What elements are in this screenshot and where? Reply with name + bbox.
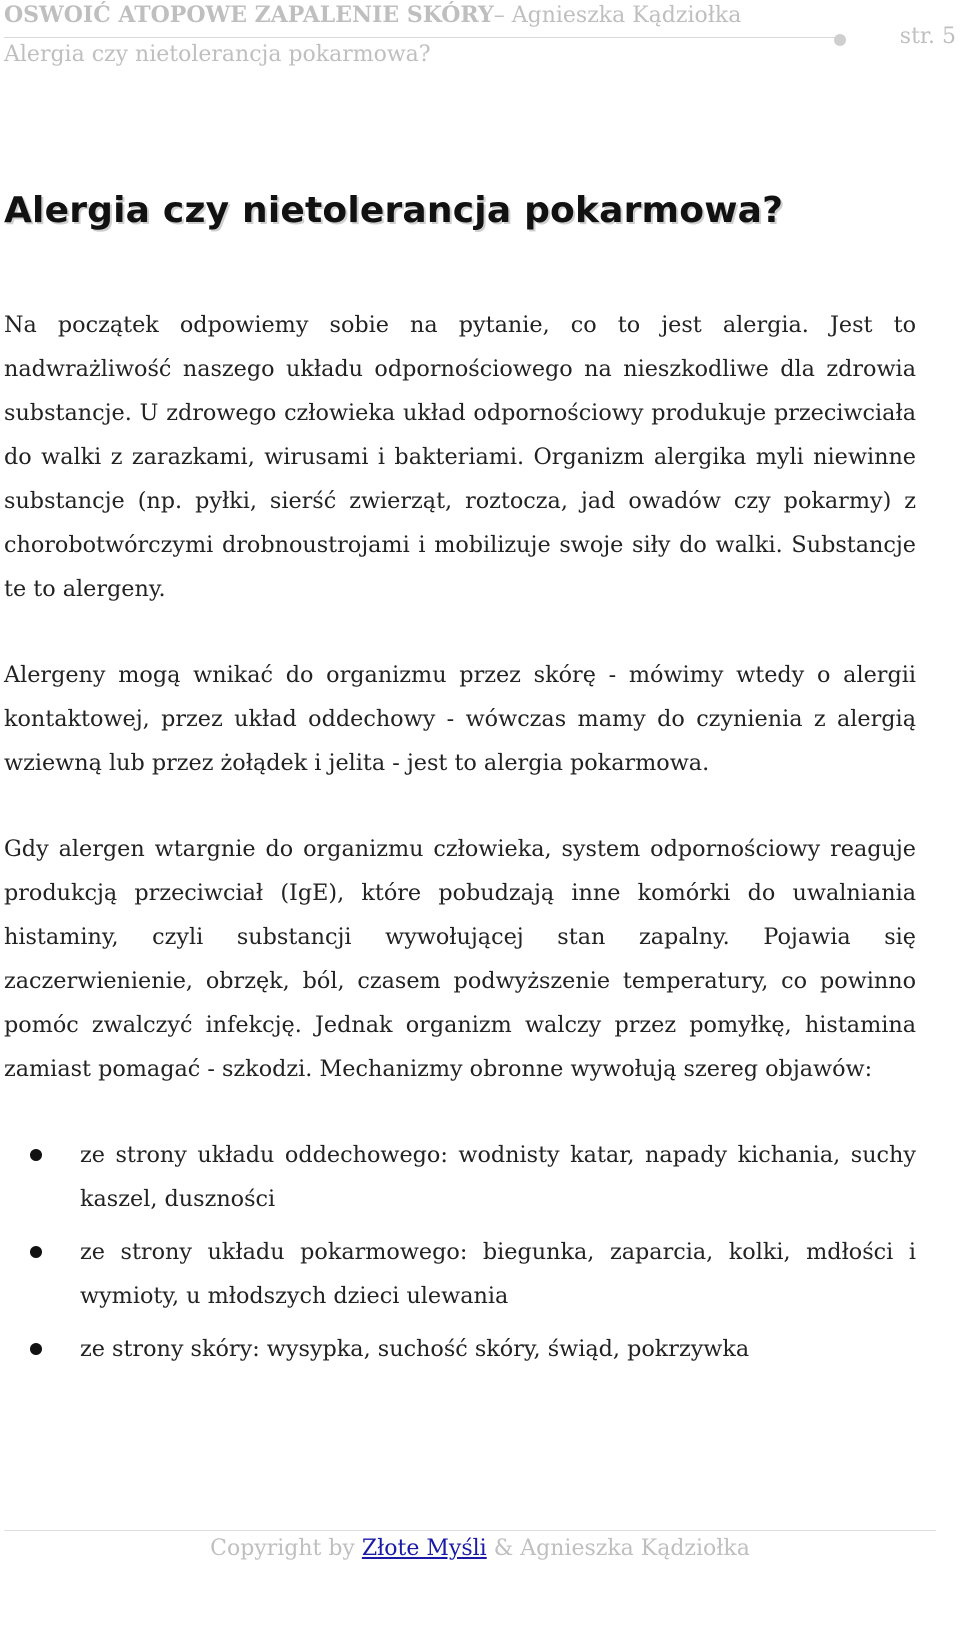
footer-divider bbox=[4, 1530, 936, 1531]
list-item bbox=[4, 1133, 916, 1221]
bullet-dot-icon bbox=[834, 34, 846, 46]
bullet-icon bbox=[30, 1149, 42, 1161]
paragraph: Alergeny mogą wnikać do organizmu przez skórę - mówimy wtedy o alergii kontaktowej, przez układ oddechowy - wówczas mamy do czynienia z alergią wziewną lub przez żołądek i jelita - jest to alergia pokarmowa. bbox=[4, 662, 916, 776]
bullet-icon bbox=[30, 1343, 42, 1355]
list-item-text: ze strony skóry: wysypka, suchość skóry, świąd, pokrzywka bbox=[80, 1336, 750, 1362]
paragraph: Gdy alergen wtargnie do organizmu człowieka, system odpornościowy reaguje produkcją przeciwciał (IgE), które pobudzają inne komórki do uwalniania histaminy, czyli substancji wywołującej stan zapalny. Pojawia się zaczerwienienie, obrzęk, ból, czasem podwyższenie temperatury, co powinno pomóc zwalczyć infekcję. Jednak organizm walczy przez pomyłkę, histamina zamiast pomagać - szkodzi. Mechanizmy obronne wywołują szereg objawów: bbox=[4, 836, 916, 1082]
header-title-line bbox=[4, 2, 741, 28]
header-divider bbox=[4, 37, 836, 38]
list-item bbox=[4, 1327, 916, 1371]
copyright-suffix: & Agnieszka Kądziołka bbox=[493, 1536, 750, 1561]
copyright-prefix: Copyright by bbox=[210, 1536, 355, 1561]
page-title: Alergia czy nietolerancja pokarmowa? bbox=[4, 190, 784, 231]
symptom-list bbox=[4, 1133, 916, 1371]
page-header bbox=[4, 0, 956, 70]
publisher-link[interactable]: Złote Myśli bbox=[361, 1536, 487, 1561]
bullet-icon bbox=[30, 1246, 42, 1258]
page-number: str. 5 bbox=[899, 24, 956, 49]
list-item bbox=[4, 1230, 916, 1318]
paragraph: Na początek odpowiemy sobie na pytanie, co to jest alergia. Jest to nadwrażliwość naszego układu odpornościowego na nieszkodliwe dla zdrowia substancje. U zdrowego człowieka układ odpornościowy produkuje przeciwciała do walki z zarazkami, wirusami i bakteriami. Organizm alergika myli niewinne substancje (np. pyłki, sierść zwierząt, roztocza, jad owadów czy pokarmy) z chorobotwórczymi drobnoustrojami i mobilizuje swoje siły do walki. Substancje te to alergeny. bbox=[4, 312, 916, 602]
list-item-text: ze strony układu oddechowego: wodnisty katar, napady kichania, suchy kaszel, duszności bbox=[80, 1142, 916, 1212]
list-item-text: ze strony układu pokarmowego: biegunka, zaparcia, kolki, mdłości i wymioty, u młodszych dzieci ulewania bbox=[80, 1239, 916, 1309]
chapter-subtitle: Alergia czy nietolerancja pokarmowa? bbox=[4, 42, 431, 67]
document-body bbox=[4, 190, 916, 1380]
book-author: – Agnieszka Kądziołka bbox=[493, 3, 742, 28]
page-footer bbox=[0, 1536, 960, 1561]
book-title: OSWOIĆ ATOPOWE ZAPALENIE SKÓRY bbox=[4, 2, 494, 28]
